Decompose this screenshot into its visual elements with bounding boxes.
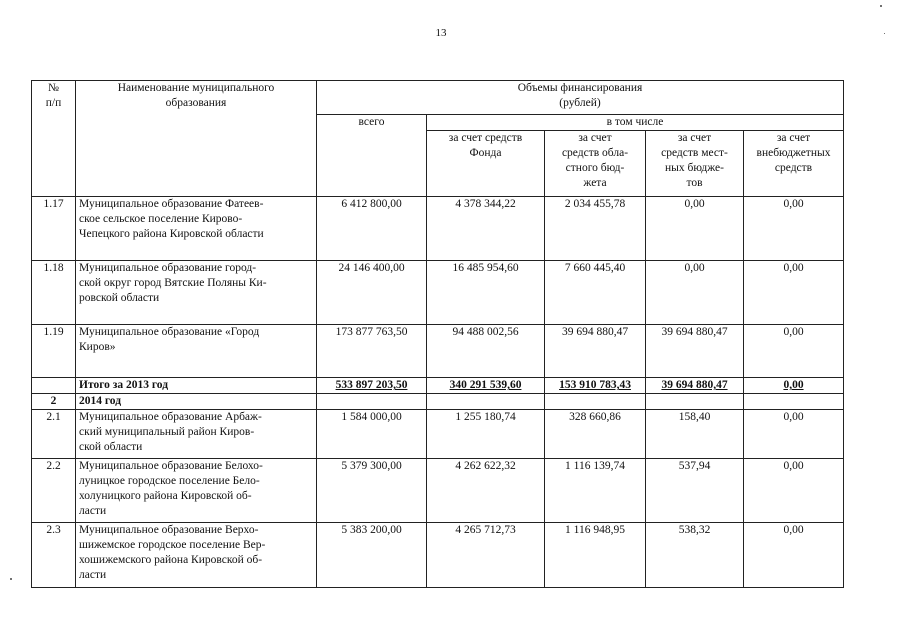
cell-name xyxy=(76,197,317,261)
cell-extra xyxy=(744,394,844,410)
cell-local xyxy=(646,325,744,378)
cell-num-text: 1.17 xyxy=(43,198,64,210)
cell-extra xyxy=(744,410,844,459)
cell-local-text: 158,40 xyxy=(678,411,711,423)
cell-extra xyxy=(744,261,844,325)
cell-local xyxy=(646,523,744,588)
header-regional xyxy=(545,131,646,197)
cell-regional xyxy=(545,378,646,394)
cell-num-text: 2 xyxy=(50,395,57,407)
cell-local xyxy=(646,410,744,459)
cell-regional-text: 7 660 445,40 xyxy=(564,262,626,274)
cell-extra xyxy=(744,378,844,394)
cell-name xyxy=(76,523,317,588)
cell-fund xyxy=(427,523,545,588)
cell-num xyxy=(32,459,76,523)
cell-num-text: 1.19 xyxy=(43,326,64,338)
header-fund-text: за счет средств Фонда xyxy=(448,132,523,159)
cell-fund-text: 340 291 539,60 xyxy=(449,379,522,391)
cell-local xyxy=(646,459,744,523)
cell-regional xyxy=(545,325,646,378)
cell-name xyxy=(76,410,317,459)
cell-name-text: Муниципальное образование Фатеев- ское сельское поселение Кирово- Чепецкого района Кировской области xyxy=(79,198,264,240)
header-extra-text: за счет внебюджетных средств xyxy=(756,132,831,174)
cell-fund xyxy=(427,410,545,459)
cell-extra xyxy=(744,325,844,378)
header-including xyxy=(427,115,844,131)
scan-speck xyxy=(880,5,882,7)
cell-regional xyxy=(545,261,646,325)
header-total-text: всего xyxy=(358,116,385,128)
cell-name xyxy=(76,261,317,325)
cell-fund xyxy=(427,459,545,523)
cell-regional-text: 2 034 455,78 xyxy=(564,198,626,210)
cell-regional-text: 39 694 880,47 xyxy=(561,326,629,338)
cell-fund-text: 94 488 002,56 xyxy=(452,326,519,338)
cell-num xyxy=(32,325,76,378)
cell-extra xyxy=(744,197,844,261)
cell-total-text: 5 379 300,00 xyxy=(341,460,402,472)
cell-regional xyxy=(545,394,646,410)
cell-total xyxy=(317,261,427,325)
table-row xyxy=(32,459,844,523)
cell-name-text: Муниципальное образование Арбаж- ский муниципальный район Киров- ской области xyxy=(79,411,262,453)
scan-speck xyxy=(10,578,12,580)
cell-num-text: 1.18 xyxy=(43,262,64,274)
table-row xyxy=(32,523,844,588)
cell-num-text: 2.3 xyxy=(46,524,61,536)
cell-num-text: 2.2 xyxy=(46,460,61,472)
cell-name xyxy=(76,378,317,394)
cell-extra-text: 0,00 xyxy=(783,379,804,391)
cell-local xyxy=(646,394,744,410)
cell-regional-text: 328 660,86 xyxy=(569,411,621,423)
cell-extra-text: 0,00 xyxy=(783,524,804,536)
table-row xyxy=(32,197,844,261)
header-num xyxy=(32,81,76,197)
header-regional-text: за счет средств обла- стного бюд- жета xyxy=(561,132,629,189)
cell-total xyxy=(317,197,427,261)
cell-num xyxy=(32,197,76,261)
cell-num xyxy=(32,410,76,459)
cell-regional-text: 153 910 783,43 xyxy=(559,379,631,391)
scan-speck xyxy=(884,33,885,34)
cell-extra-text: 0,00 xyxy=(783,262,804,274)
cell-fund-text: 1 255 180,74 xyxy=(455,411,516,423)
cell-fund-text: 4 378 344,22 xyxy=(455,198,516,210)
cell-local-text: 39 694 880,47 xyxy=(661,326,728,338)
cell-total-text: 533 897 203,50 xyxy=(335,379,408,391)
cell-local-text: 0,00 xyxy=(684,262,705,274)
cell-name-text: Муниципальное образование город- ской округ город Вятские Поляны Ки- ровской области xyxy=(79,262,267,304)
table-body xyxy=(32,197,844,588)
cell-num xyxy=(32,378,76,394)
cell-extra-text: 0,00 xyxy=(783,411,804,423)
cell-fund-text: 4 265 712,73 xyxy=(455,524,516,536)
cell-regional xyxy=(545,410,646,459)
cell-fund xyxy=(427,394,545,410)
header-name xyxy=(76,81,317,197)
cell-total xyxy=(317,459,427,523)
cell-local xyxy=(646,378,744,394)
header-local-text: за счет средств мест- ных бюдже- тов xyxy=(661,132,728,189)
cell-fund xyxy=(427,261,545,325)
page-number: 13 xyxy=(435,27,447,39)
cell-total xyxy=(317,394,427,410)
cell-local-text: 538,32 xyxy=(678,524,711,536)
cell-name-text: 2014 год xyxy=(79,395,122,407)
cell-extra-text: 0,00 xyxy=(783,326,804,338)
cell-total xyxy=(317,325,427,378)
cell-extra xyxy=(744,459,844,523)
cell-total xyxy=(317,523,427,588)
cell-name-text: Муниципальное образование «Город Киров» xyxy=(79,326,260,353)
cell-total-text: 173 877 763,50 xyxy=(335,326,408,338)
cell-name xyxy=(76,394,317,410)
cell-local xyxy=(646,197,744,261)
cell-total-text: 1 584 000,00 xyxy=(341,411,402,423)
cell-regional-text: 1 116 948,95 xyxy=(565,524,625,536)
cell-name-text: Муниципальное образование Верхо- шижемское городское поселение Вер- хошижемского района Кировской об- ласти xyxy=(79,524,266,581)
cell-regional xyxy=(545,459,646,523)
cell-name-text: Муниципальное образование Белохо- луницкое городское поселение Бело- холуницкого района Кировской об- ласти xyxy=(79,460,263,517)
cell-local-text: 537,94 xyxy=(678,460,711,472)
header-fund xyxy=(427,131,545,197)
header-total xyxy=(317,115,427,197)
financing-table xyxy=(31,80,844,588)
cell-total-text: 24 146 400,00 xyxy=(338,262,405,274)
cell-name xyxy=(76,459,317,523)
header-funding xyxy=(317,81,844,115)
table-row xyxy=(32,410,844,459)
cell-fund-text: 16 485 954,60 xyxy=(452,262,519,274)
table-row xyxy=(32,261,844,325)
cell-total xyxy=(317,410,427,459)
cell-extra xyxy=(744,523,844,588)
cell-total-text: 6 412 800,00 xyxy=(341,198,402,210)
table-row xyxy=(32,325,844,378)
cell-fund xyxy=(427,197,545,261)
table-row xyxy=(32,394,844,410)
cell-name xyxy=(76,325,317,378)
header-funding-text: Объемы финансирования (рублей) xyxy=(517,82,643,109)
cell-regional xyxy=(545,523,646,588)
cell-fund-text: 4 262 622,32 xyxy=(455,460,516,472)
cell-local xyxy=(646,261,744,325)
cell-fund xyxy=(427,378,545,394)
cell-num xyxy=(32,523,76,588)
cell-local-text: 0,00 xyxy=(684,198,705,210)
cell-local-text: 39 694 880,47 xyxy=(661,379,728,391)
cell-extra-text: 0,00 xyxy=(783,198,804,210)
cell-regional-text: 1 116 139,74 xyxy=(565,460,625,472)
header-including-text: в том числе xyxy=(606,116,664,128)
cell-total xyxy=(317,378,427,394)
header-local xyxy=(646,131,744,197)
cell-regional xyxy=(545,197,646,261)
cell-fund xyxy=(427,325,545,378)
table-row xyxy=(32,378,844,394)
header-extra xyxy=(744,131,844,197)
header-num-text: № п/п xyxy=(45,82,62,109)
cell-num-text: 2.1 xyxy=(46,411,61,423)
cell-name-text: Итого за 2013 год xyxy=(79,379,169,391)
cell-extra-text: 0,00 xyxy=(783,460,804,472)
cell-total-text: 5 383 200,00 xyxy=(341,524,402,536)
cell-num xyxy=(32,261,76,325)
cell-num xyxy=(32,394,76,410)
header-name-text: Наименование муниципального образования xyxy=(117,82,275,109)
